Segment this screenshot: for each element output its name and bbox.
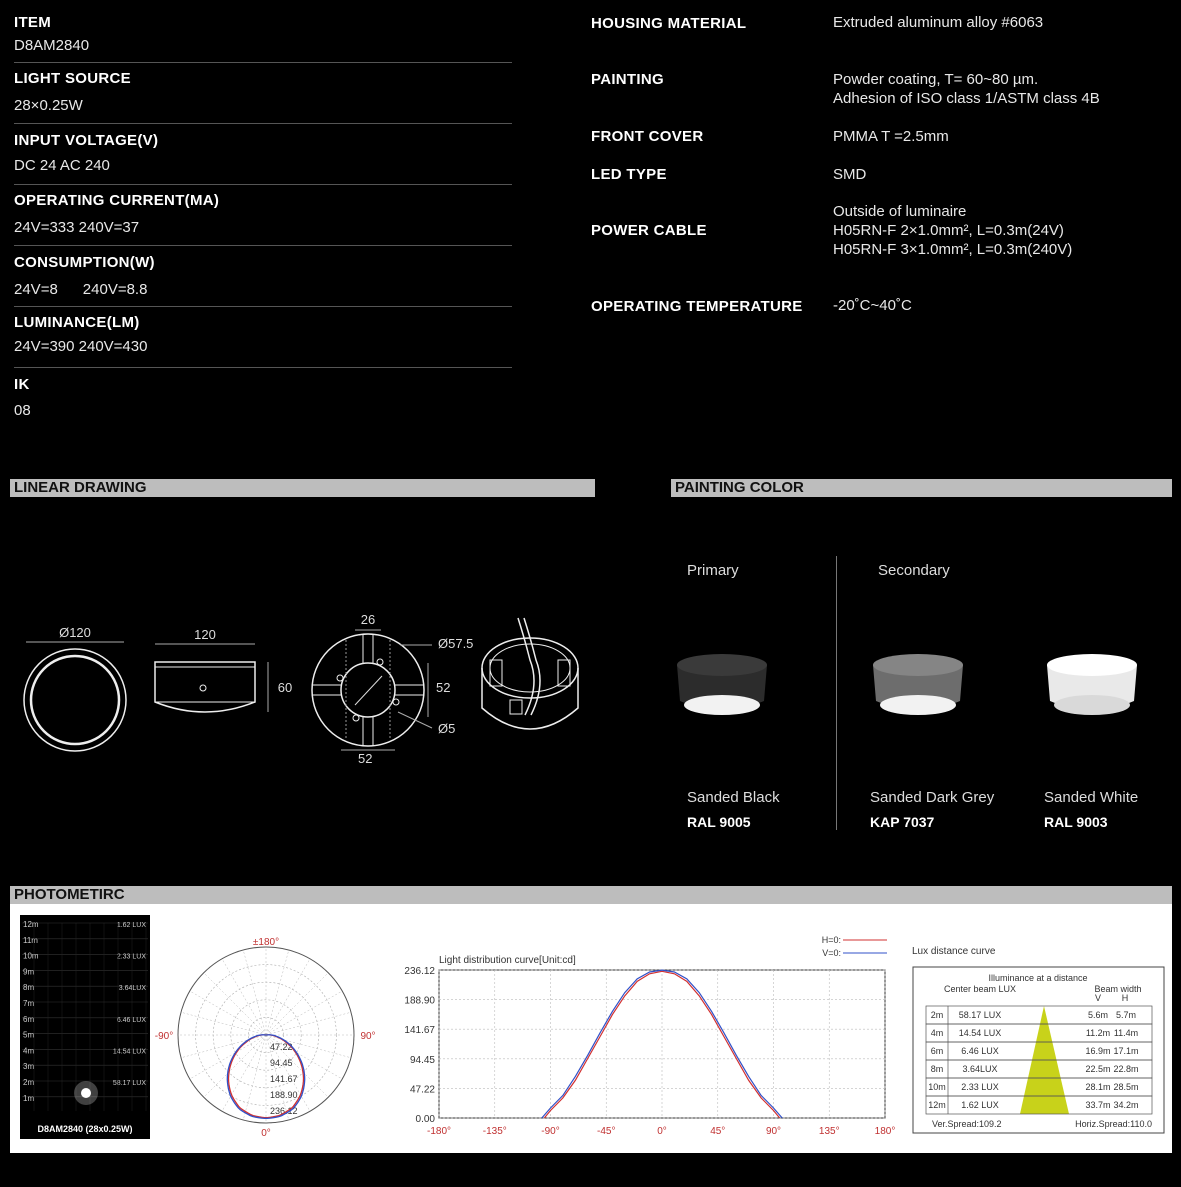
light-distribution-chart [395, 930, 895, 1145]
y-tick-label: 47.22 [409, 1084, 435, 1096]
lux-value-label: 58.17 LUX [112, 1080, 146, 1087]
polar-ring-label: 236.12 [270, 1106, 298, 1116]
spec-value-front-cover: PMMA T =2.5mm [833, 128, 949, 145]
spec-value-painting-1: Powder coating, T= 60~80 µm. [833, 71, 1039, 88]
swatch-name-white: Sanded White [1044, 789, 1139, 806]
polar-spoke [266, 950, 289, 1035]
polar-spoke [204, 973, 266, 1035]
section-header-photometric: PHOTOMETIRC [10, 886, 1172, 904]
lux-table-distance: 8m [930, 1064, 944, 1074]
lux-distance-table [912, 966, 1166, 1136]
spec-label-front-cover: FRONT COVER [591, 128, 704, 145]
divider [14, 123, 512, 124]
spec-label-painting: PAINTING [591, 71, 664, 88]
spec-label-led-type: LED TYPE [591, 166, 667, 183]
lux-distance-label: 1m [23, 1093, 35, 1103]
lux-table-lux: 14.54 LUX [958, 1028, 1002, 1038]
lux-table-lux: 1.62 LUX [961, 1100, 999, 1110]
lux-table-h-width: 17.1m [1113, 1046, 1139, 1056]
spec-label-luminance: LUMINANCE(LM) [14, 314, 140, 331]
lux-distance-label: 4m [23, 1046, 35, 1056]
y-tick-label: 94.45 [409, 1054, 435, 1066]
lux-table-v-width: 16.9m [1085, 1046, 1111, 1056]
x-tick-label: -90° [541, 1126, 560, 1137]
dim-width-120: 120 [194, 627, 216, 642]
lux-table-v-width: 22.5m [1085, 1064, 1111, 1074]
swatch-name-black: Sanded Black [687, 789, 780, 806]
lux-value-label: 3.64LUX [118, 985, 146, 993]
section-header-linear-drawing: LINEAR DRAWING [10, 479, 595, 497]
lux-table-lux: 6.46 LUX [961, 1046, 999, 1056]
y-tick-label: 141.67 [404, 1025, 435, 1037]
dim-52-horizontal: 52 [358, 751, 373, 766]
spec-label-ik: IK [14, 376, 30, 393]
lux-distance-label: 5m [23, 1030, 35, 1040]
spec-value-led-type: SMD [833, 166, 867, 183]
polar-ring-label: 47.22 [270, 1042, 293, 1052]
lux-distance-label: 12m [23, 920, 39, 929]
x-tick-label: -180° [426, 1126, 452, 1137]
swatch-black-image [672, 645, 772, 725]
dim-diameter-120: Ø120 [59, 625, 91, 640]
dim-diameter-57-5: Ø57.5 [438, 636, 474, 651]
lux-table-v-width: 33.7m [1085, 1100, 1111, 1110]
chart-title: Light distribution curve[Unit:cd] [439, 955, 576, 966]
lux-value-label: 1.62 LUX [116, 922, 146, 929]
polar-spoke [181, 1035, 266, 1058]
spec-value-ik: 08 [14, 402, 31, 419]
lux-table-lux: 58.17 LUX [958, 1010, 1002, 1020]
polar-ring-label: 141.67 [270, 1074, 298, 1084]
lux-table-distance: 12m [928, 1100, 946, 1110]
dim-26: 26 [360, 612, 376, 627]
divider [14, 367, 512, 368]
divider [14, 62, 512, 63]
polar-spoke [266, 973, 328, 1035]
polar-spoke [181, 1012, 266, 1035]
dim-height-60: 60 [277, 680, 293, 695]
lux-table-h-width: 34.2m [1113, 1100, 1139, 1110]
y-tick-label: 0.00 [415, 1114, 435, 1125]
lux-distance-label: 10m [23, 951, 39, 961]
lux-distance-label: 11m [23, 935, 38, 945]
polar-spoke [222, 959, 266, 1035]
lux-value-label: 6.46 LUX [116, 1016, 146, 1024]
lux-distance-label: 7m [23, 999, 35, 1008]
x-tick-label: 45° [710, 1126, 726, 1137]
spec-value-operating-current: 24V=333 240V=37 [14, 219, 140, 236]
spec-label-operating-current: OPERATING CURRENT(MA) [14, 192, 220, 209]
spec-value-power-cable-1: Outside of luminaire [833, 203, 967, 220]
swatch-grey-image [868, 645, 968, 725]
polar-bottom-label: 0° [261, 1128, 271, 1139]
polar-spoke [243, 1035, 266, 1120]
spec-value-painting-2: Adhesion of ISO class 1/ASTM class 4B [833, 90, 1100, 107]
spec-value-operating-temperature: -20˚C~40˚C [833, 297, 912, 314]
lux-panel-caption: D8AM2840 (28x0.25W) [37, 1124, 133, 1134]
spec-label-item: ITEM [14, 14, 52, 31]
spec-value-power-cable-3: H05RN-F 3×1.0mm², L=0.3m(240V) [833, 241, 1073, 258]
spec-label-input-voltage: INPUT VOLTAGE(V) [14, 132, 159, 149]
lux-table-title: Lux distance curve [912, 946, 996, 957]
lux-table-h-width: 11.4m [1113, 1028, 1139, 1038]
spec-value-consumption: 24V=8 240V=8.8 [14, 281, 148, 298]
spec-value-input-voltage: DC 24 AC 240 [14, 157, 110, 174]
lux-table-v-width: 5.6m [1087, 1010, 1109, 1020]
lux-table-distance: 10m [928, 1082, 946, 1092]
spec-label-light-source: LIGHT SOURCE [14, 70, 131, 87]
lux-distance-label: 2m [23, 1078, 35, 1087]
lux-value-label: 2.33 LUX [116, 953, 146, 961]
lux-table-v-width: 11.2m [1085, 1028, 1111, 1038]
lux-distance-label: 8m [23, 983, 35, 993]
lux-table-distance: 4m [930, 1028, 944, 1038]
spec-label-housing: HOUSING MATERIAL [591, 15, 747, 32]
lux-table-h: H [1121, 993, 1129, 1003]
polar-spoke [266, 959, 310, 1035]
lux-table-beam-label: Beam width [1094, 984, 1142, 994]
lux-table-h-width: 22.8m [1113, 1064, 1139, 1074]
x-tick-label: 180° [874, 1126, 895, 1137]
divider [14, 245, 512, 246]
spec-label-operating-temperature: OPERATING TEMPERATURE [591, 298, 803, 315]
divider [14, 306, 512, 307]
linear-drawing [10, 600, 600, 780]
swatch-name-grey: Sanded Dark Grey [870, 789, 995, 806]
lux-table-distance: 2m [930, 1010, 944, 1020]
polar-spoke [266, 1012, 351, 1035]
spec-value-power-cable-2: H05RN-F 2×1.0mm², L=0.3m(24V) [833, 222, 1064, 239]
lux-distance-label: 3m [23, 1062, 35, 1072]
legend-h: H=0: [821, 935, 841, 945]
x-tick-label: 0° [657, 1126, 667, 1137]
polar-ring-label: 188.90 [270, 1090, 298, 1100]
spec-value-luminance: 24V=390 240V=430 [14, 338, 148, 355]
spec-label-power-cable: POWER CABLE [591, 222, 707, 239]
painting-divider [836, 556, 837, 830]
x-tick-label: -45° [597, 1126, 616, 1137]
hor-spread: Horiz.Spread:110.0 [1075, 1119, 1152, 1129]
swatch-code-grey: KAP 7037 [870, 814, 935, 830]
swatch-white-image [1042, 645, 1142, 725]
lux-table-heading: Illuminance at a distance [988, 973, 1088, 983]
section-header-painting-color: PAINTING COLOR [671, 479, 1172, 497]
lux-value-label: 14.54 LUX [112, 1048, 146, 1056]
lux-table-distance: 6m [930, 1046, 944, 1056]
divider [14, 184, 512, 185]
lux-distance-label: 6m [23, 1014, 35, 1024]
light-source-halo [74, 1081, 98, 1105]
polar-spoke [243, 950, 266, 1035]
lux-table-v-width: 28.1m [1085, 1082, 1111, 1092]
polar-right-label: 90° [360, 1031, 376, 1042]
legend-v: V=0: [822, 948, 841, 958]
spec-value-light-source: 28×0.25W [14, 97, 83, 114]
primary-label: Primary [687, 562, 739, 579]
spec-value-item: D8AM2840 [14, 37, 90, 54]
spec-label-consumption: CONSUMPTION(W) [14, 254, 155, 271]
polar-spoke [266, 991, 342, 1035]
dim-diameter-5: Ø5 [438, 721, 456, 736]
spec-value-housing: Extruded aluminum alloy #6063 [833, 14, 1044, 31]
lux-table-h-width: 5.7m [1115, 1010, 1137, 1020]
polar-ring-label: 94.45 [270, 1058, 293, 1068]
dim-52-vertical: 52 [436, 680, 451, 695]
lux-table-lux: 3.64LUX [962, 1064, 998, 1074]
polar-top-label: ±180° [252, 937, 280, 948]
polar-spoke [204, 1035, 266, 1097]
lux-table-lux: 2.33 LUX [961, 1082, 999, 1092]
secondary-label: Secondary [878, 562, 950, 579]
swatch-code-white: RAL 9003 [1044, 814, 1108, 830]
lux-table-h-width: 28.5m [1113, 1082, 1139, 1092]
lux-table-center-label: Center beam LUX [943, 984, 1017, 994]
swatch-code-black: RAL 9005 [687, 814, 751, 830]
y-tick-label: 236.12 [404, 966, 435, 977]
x-tick-label: -135° [482, 1126, 507, 1137]
y-tick-label: 188.90 [404, 995, 435, 1007]
polar-left-label: -90° [154, 1031, 174, 1042]
lux-distance-grid [20, 915, 150, 1139]
x-tick-label: 135° [818, 1126, 840, 1137]
polar-spoke [190, 991, 266, 1035]
ver-spread: Ver.Spread:109.2 [932, 1119, 1002, 1129]
lux-table-v: V [1094, 993, 1102, 1003]
x-tick-label: 90° [765, 1126, 782, 1137]
polar-diagram [150, 930, 390, 1145]
lux-distance-label: 9m [23, 967, 35, 977]
